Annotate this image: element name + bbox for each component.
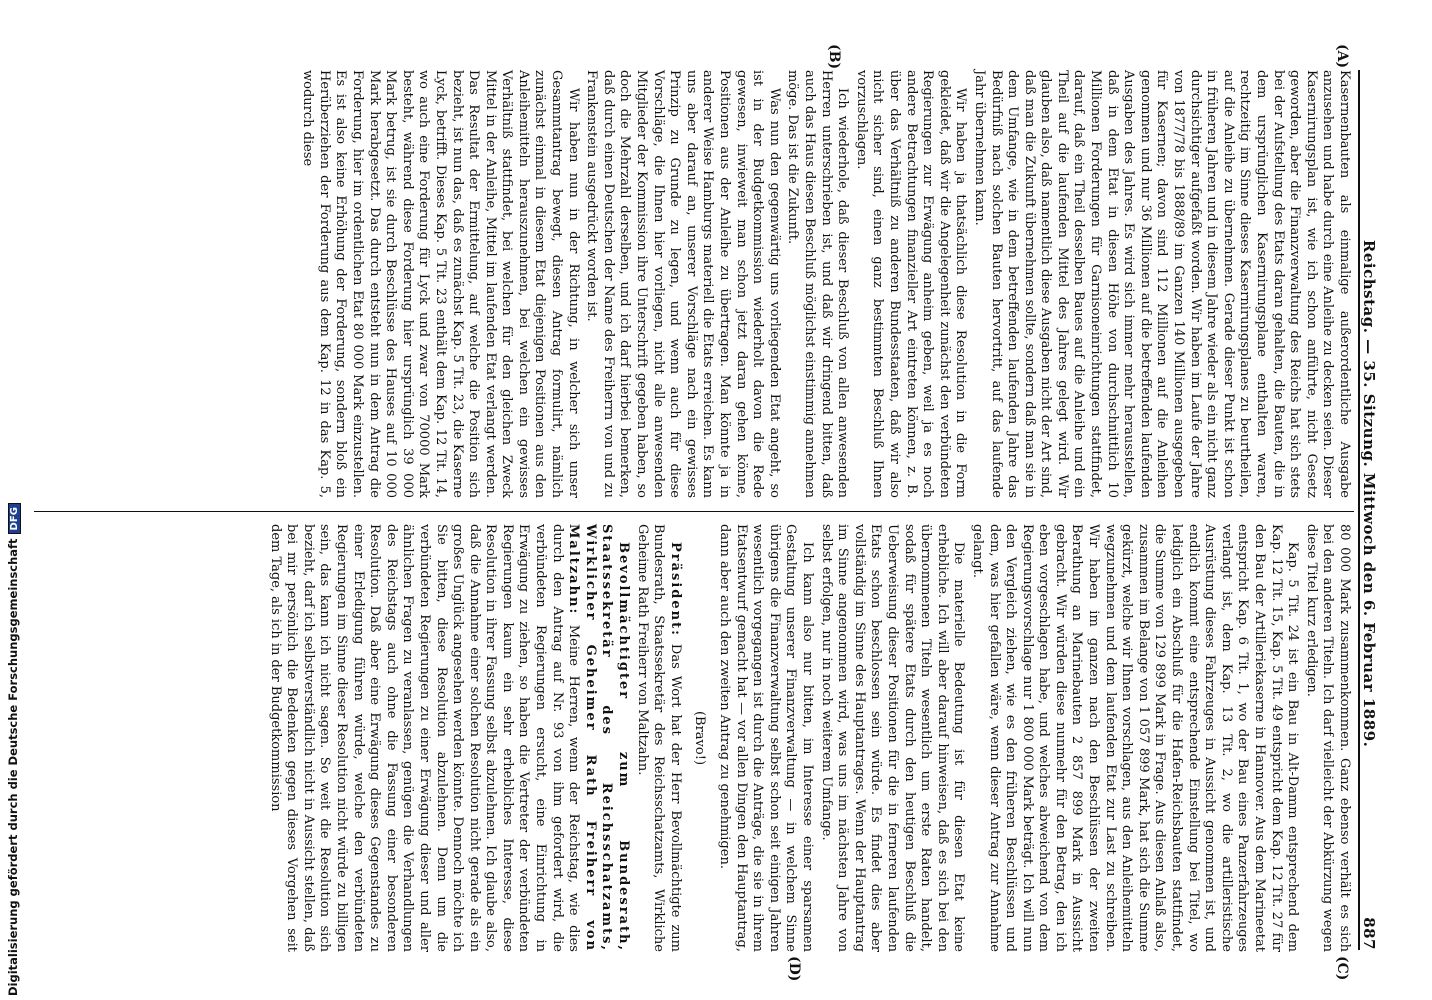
president-text: Das Wort hat der Herr Bevollmächtigte zum Bundesrath, Staatssekretär des Reichsschatzamts, Wirkliche Geheime Rath Freiherr von Maltzahn. — [634, 524, 683, 952]
paragraph: Wir haben nun in der Richtung, in welcher sich unser Gesammtantrag bewegt, diesen Antrag formulirt, nämlich zunächst einmal in diesem Etat diejenigen Positionen aus den Anleihemitteln herauszunehmen, bei welchen ein gewisses Verhältniß stattfindet, bei welchen für den gleichen Zweck Mittel in der Anleihe, Mittel im laufenden Etat verlangt werden. Das Resultat der Ermittelung, auf welche die Position sich bezieht, ist nun das, daß es zunächst Kap. 5 Tit. 23, die Kaserne Lyck, betrifft. Dieses Kap. 5 Tit. 23 enthält dem Kap. 12 Tit. 14, wo auch eine Forderung für Lyck und zwar von 70000 Mark besteht, während diese Forderung hier ursprünglich 39 000 Mark betrug, ist sie durch Beschlüsse des Hauses auf 10 000 Mark herabgesetzt. Das durch entsteht nun in dem Antrag die Forderung, hier im ordentlichen Etat 80 000 Mark einzustellen. Es ist also keine Erhöhung der Forderung, sondern bloß ein Herüberziehen der Forderung aus dem Kap. 12 in das Kap. 5, wodurch diese — [300, 70, 581, 498]
paragraph: 80 000 Mark zusammenkommen. Ganz ebenso verhält es sich bei den anderen Titeln. Ich darf vielleicht der Abkürzung wegen diese Titel kurz erledigen. — [1303, 524, 1352, 952]
paragraph: Ich wiederhole, daß dieser Beschluß von allen anwesenden Herren unterschrieben ist, und daß wir dringend bitten, daß auch das Haus diesen Beschluß möglichst einstimmig annehmen möge. Das ist die Zukunft. — [785, 70, 851, 498]
right-text-column — [264, 524, 1352, 952]
column-divider — [34, 511, 1354, 512]
margin-mark-b: (B) — [826, 44, 842, 70]
paragraph: Die materielle Bedeutung ist für diesen Etat keine erhebliche. Ich will aber darauf hinweisen, daß es sich bei den übernommenen Titeln wesentlich um erste Raten handelt, sodaß für spätere Etats durch den heutigen Beschluß die Ueberweisung dieser Positionen für die in ferneren laufenden Etats schon beschlossen sein würde. Es findet dies aber vollständig im Sinne des Hauptantrages. Wenn der Hauptantrag im Sinne angenommen wird, was uns im nächsten Jahre von selbst erfolgen, nur in noch weiterem Umfange. — [818, 524, 967, 952]
official-paragraph — [266, 524, 631, 952]
paragraph: Wir haben ja thatsächlich diese Resolution in die Form gekleidet, daß wir die Angelegenheit zunächst den verbündeten Regierungen zur Erwägung anheim geben, weil ja es noch andere Betrachtungen finanzieller Art eintreten können, z. B. über das Verhältniß zu anderen Bundesstaaten, daß wir also nicht sicher sind, einen ganz bestimmten Beschluß Ihnen vorzuschlagen. — [853, 70, 969, 498]
document-page — [22, 0, 1402, 1000]
digitization-credit-text: Digitalisierung gefördert durch die Deutsche Forschungsgemeinschaft — [6, 538, 20, 996]
paragraph: Kasernenbauten als einmalige außerordentliche Ausgabe anzusehen und habe durch eine Anleihe zu decken seien. Dieser Kasernirungsplan ist, wie ich schon anführte, nicht Gesetz geworden, aber die Finanzverwaltung des Reichs hat sich stets bei der Aufstellung des Etats daran gehalten, die Bauten, die in dem ursprünglichen Kasernirungsplane enthalten waren, rechtzeitig im Sinne dieses Kasernirungsplanes zu beurtheilen, auf die Anleihe zu übernehmen. Gerade dieser Punkt ist schon in früheren Jahren und in diesem Jahre wieder als ein nicht ganz durchsichtiger aufgefaßt worden. Wir haben im Laufe der Jahre von 1877/78 bis 1888/89 im Ganzen 140 Millionen ausgegeben für Kasernen; davon sind 112 Millionen auf die Anleihen genommen und nur 36 Millionen auf die betreffenden laufenden Ausgaben des Jahres. Es wird sich immer mehr herausstellen, daß in dem Etat in diesen Höhe von durchschnittlich 10 Millionen Forderungen für Garnisoneinrichtungen stattfindet, darauf, daß ein Theil desselben Baues auf die Anleihe und ein Theil auf die laufenden Mittel des Jahres gelegt wird. Wir glauben also, daß namentlich diese Ausgaben nicht der Art sind, daß man die Zukunft übernehmen sollte, sondern daß man sie in dem Umfange, wie in dem betreffenden laufenden Jahre das Bedürfniß nach solchen Bauten hervortritt, auf das laufende Jahr übernehmen kann. — [971, 70, 1352, 498]
margin-mark-c: (C) — [1334, 956, 1350, 981]
left-text-column — [297, 70, 1352, 498]
digitization-credit — [6, 503, 21, 996]
official-text: Meine Herren, wenn der Reichstag, wie dies durch den Antrag auf Nr. 93 von ihm gefordert wird, die verbündeten Regierungen ersucht, eine Einrichtung in Erwägung zu ziehen, so haben die Vertreter der verbündeten Regierungen kaum ein sehr erhebliches Interesse, diese Resolution in ihrer Fassung selbst abzulehnen. Ich glaube also, daß die Annahme einer solchen Resolution nicht gerade als ein großes Unglück angesehen werden könnte. Dennoch möchte ich Sie bitten, diese Resolution abzulehnen. Denn um die verbündeten Regierungen zu einer Erwägung dieser und aller ähnlichen Fragen zu veranlassen, genügen die Verhandlungen des Reichstags auch ohne die Fassung einer besonderen Resolution. Daß aber eine Erwägung dieses Gegenstandes zu einer Erledigung führen würde, welche den verbündeten Regierungen im Sinne dieser Resolution nicht würde zu billigen sein, das kann ich nicht sagen. So weit die Resolution sich bezieht, darf ich selbstverständlich nicht in Aussicht stellen, daß bei mir persönlich die Bedenken gegen dieses Vorgehen seit dem Tage, als ich in der Budgetkommission — [267, 524, 582, 952]
margin-mark-a: (A) — [1334, 44, 1350, 69]
paragraph: Ich kann also nur bitten, im Interesse einer sparsamen Gestaltung unserer Finanzverwaltung — in welchem Sinne übrigens die Finanzverwaltung selbst schon seit einigen Jahren wesentlich vorgegangen ist durch die Anträge, die sie in ihrem Etatsentwurf gemacht hat — vor allen Dingen den Hauptantrag, dann aber auch den zweiten Antrag zu genehmigen. — [717, 524, 815, 952]
president-paragraph — [633, 524, 683, 952]
margin-mark-d: (D) — [786, 956, 802, 982]
official-speaker: Bevollmächtigter zum Bundesrath, Staatssekretär des Reichsschatzamts, Wirklicher Geheimer Rath Freiherr von Maltzahn: — [566, 524, 632, 952]
applause-note: (Bravo!) — [692, 710, 708, 766]
page-header-title: Reichstag. — 35. Sitzung. Mittwoch den 6. Februar 1889. — [1360, 239, 1378, 748]
president-speaker: Präsident: — [667, 542, 683, 637]
paragraph: Was nun den gegenwärtig uns vorliegenden Etat angeht, so ist in der Budgetkommission wiederholt davon die Rede gewesen, inwieweit man schon jetzt daran gehen könne, Positionen aus der Anleihe zu übertragen. Man könnte ja in anderer Weise Hamburgs materiell die Etats erreichen. Es kann uns aber darauf an, unserer Vorschläge nach ein gewisses Prinzip zu Grunde zu legen, und wenn auch für diese Vorschläge, die Ihnen hier vorliegen, nicht alle anwesenden Mitglieder der Kommission ihre Unterschrift gegeben haben, so doch die Mehrzahl derselben, und ich darf hierbei bemerken, daß durch einen Deutschen der Name des Freiherrn von und zu Frankenstein ausgedrückt worden ist. — [584, 70, 782, 498]
paragraph: Kap. 5 Tit. 24 ist ein Bau in Alt-Damm entsprechend dem Kap. 12 Tit. 15, Kap. 5 Tit. 49 entspricht dem Kap. 12 Tit. 27 für den Bau der Artilleriekaserne in Hannover. Aus dem Marineetat entspricht Kap. 6 Tit. 1, wo der Bau eines Panzerfahrzeuges verlangt ist, dem Kap. 13 Tit. 2, wo die artilleristische Ausrüstung dieses Fahrzeuges in Aussicht genommen ist, und endlich kommt eine entsprechende Einstellung bei Titel, wo lediglich ein Abschluß für die Hafen-Reichsbauten stattfindet, die Summe von 129 899 Mark in Frage. Aus diesen Anlaß also, zusammen im Belange von 1 057 899 Mark, hat sich die Summe gekürzt, welche wir Ihnen vorschlagen, aus den Anleihemitteln wegzunehmen und dem laufenden Etat zur Last zu schreiben. Wir haben im ganzen nach den Beschlüssen der zweiten Berathung an Marinebauten 2 857 899 Mark in Aussicht gebracht. Wir würden diese nunmehr für den Betrag, den ich eben vorgeschlagen habe, und welches abweichend von dem Regierungsvorschlage nur 1 800 000 Mark beträgt. Ich will nun den Vergleich ziehen, wie es den früheren Beschlüssen und dem, was hier gefallen wäre, wenn dieser Antrag zur Annahme gelangt. — [969, 524, 1301, 952]
page-number: 887 — [1360, 917, 1378, 950]
page-header — [1358, 70, 1384, 950]
dfg-logo-icon: DFG — [8, 503, 21, 534]
